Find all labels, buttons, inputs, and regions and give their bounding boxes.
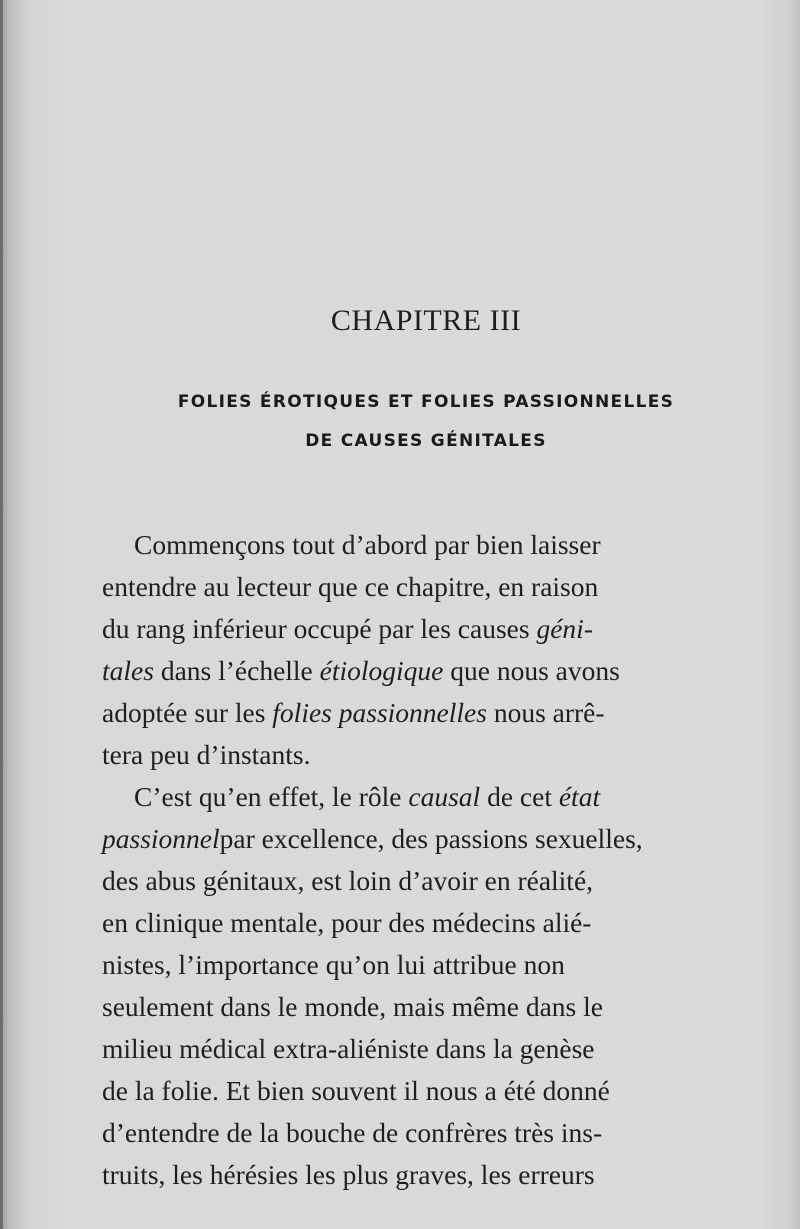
text-run: par excellence, des passions sexuelles, — [219, 823, 643, 854]
italic-text: géni- — [536, 613, 593, 644]
text-line — [102, 1028, 764, 1070]
chapter-subtitle-line-1: FOLIES ÉROTIQUES ET FOLIES PASSIONNELLES — [177, 392, 675, 412]
text-line — [102, 776, 764, 818]
text-line — [102, 524, 764, 566]
text-run: Commençons tout d’abord par bien laisser — [134, 529, 601, 560]
text-run: que nous avons — [443, 655, 620, 686]
italic-text: passionnel — [102, 823, 220, 854]
text-line — [102, 986, 764, 1028]
text-line — [102, 650, 764, 692]
text-line — [102, 692, 764, 734]
text-line — [102, 1112, 764, 1154]
page-gutter-edge — [0, 0, 3, 1229]
text-run: tera peu d’instants. — [102, 739, 311, 770]
text-run: adoptée sur les — [102, 697, 273, 728]
text-line — [102, 944, 764, 986]
text-run: de cet — [480, 781, 559, 812]
text-run: dans l’échelle — [153, 655, 320, 686]
text-line — [102, 860, 764, 902]
text-run: d’entendre de la bouche de confrères très ins- — [102, 1117, 603, 1148]
text-line — [102, 734, 764, 776]
italic-text: état — [558, 781, 601, 812]
text-run: C’est qu’en effet, le rôle — [134, 781, 409, 812]
text-run: milieu médical extra-aliéniste dans la genèse — [102, 1033, 595, 1064]
text-run: de la folie. Et bien souvent il nous a été donné — [102, 1075, 610, 1106]
text-run: des abus génitaux, est loin d’avoir en réalité, — [102, 865, 594, 896]
italic-text: folies passionnelles — [272, 697, 487, 728]
text-line — [102, 1070, 764, 1112]
text-line — [102, 902, 764, 944]
body-text — [102, 524, 764, 1196]
text-run: seulement dans le monde, mais même dans le — [102, 991, 603, 1022]
chapter-subtitle-line-2: DE CAUSES GÉNITALES — [305, 431, 547, 451]
italic-text: étiologique — [319, 655, 444, 686]
text-line — [102, 1154, 764, 1196]
chapter-heading: CHAPITRE III — [330, 304, 522, 337]
text-run: nous arrê- — [486, 697, 605, 728]
italic-text: causal — [408, 781, 481, 812]
text-run: entendre au lecteur que ce chapitre, en raison — [102, 571, 599, 602]
italic-text: tales — [102, 655, 154, 686]
text-line — [102, 566, 764, 608]
text-run: truits, les hérésies les plus graves, les erreurs — [102, 1159, 595, 1190]
text-line — [102, 608, 764, 650]
text-run: du rang inférieur occupé par les causes — [102, 613, 537, 644]
text-line — [102, 818, 764, 860]
text-run: nistes, l’importance qu’on lui attribue non — [102, 949, 565, 980]
text-run: en clinique mentale, pour des médecins alié- — [102, 907, 592, 938]
